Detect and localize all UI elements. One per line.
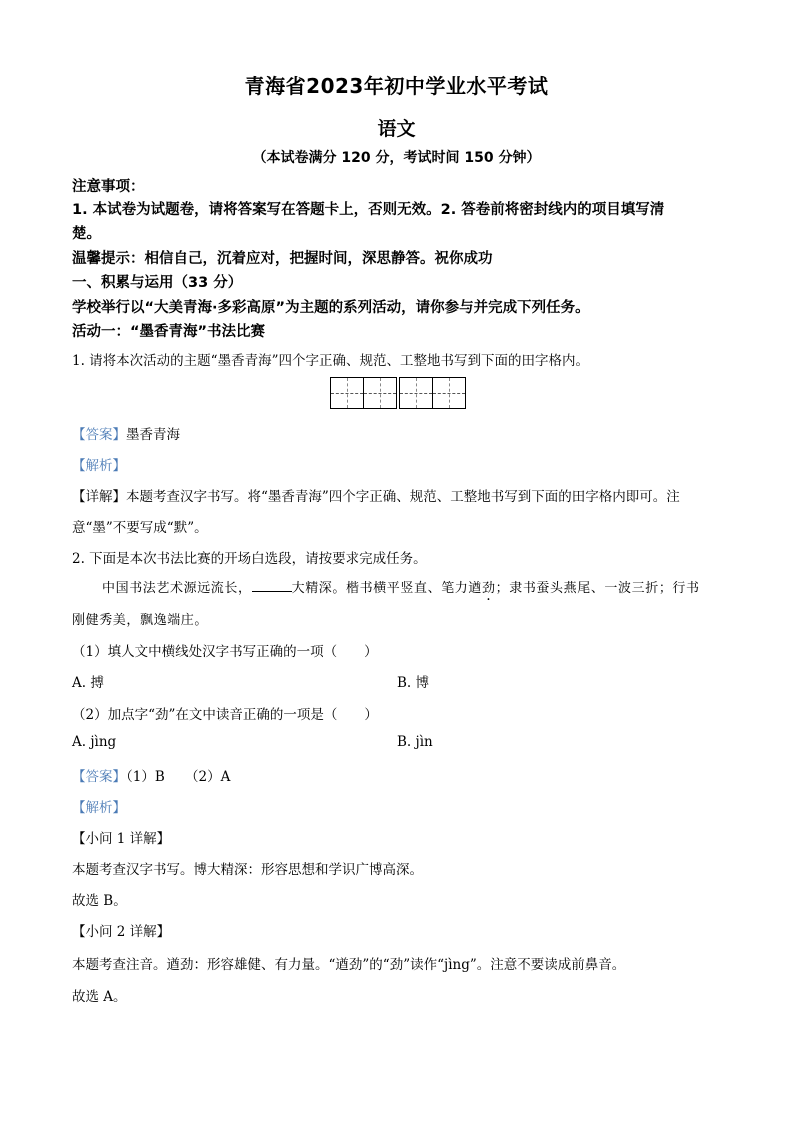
q2-analysis-label: 【解析】 — [72, 800, 126, 816]
q2-answer — [72, 765, 230, 785]
sub2-choice: 故选 A。 — [72, 989, 127, 1005]
grid-pair — [399, 377, 466, 409]
q1-detail-line-2: 意“墨”不要写成“默”。 — [72, 520, 208, 536]
grid-cell — [363, 378, 396, 408]
notice-heading: 注意事项： — [72, 179, 145, 195]
section-heading: 一、积累与运用（33 分） — [72, 275, 243, 291]
subject-title: 语文 — [377, 118, 416, 140]
question-1: 1. 请将本次活动的主题“墨香青海”四个字正确、规范、工整地书写到下面的田字格内。 — [72, 353, 589, 369]
sub1-option-b: B. 博 — [397, 675, 430, 691]
sub1-choice: 故选 B。 — [72, 893, 127, 909]
notice-line-1: 1. 本试卷为试题卷，请将答案写在答题卡上，否则无效。2. 答卷前将密封线内的项目填写清 — [72, 202, 665, 218]
q1-detail-line-1 — [72, 485, 680, 505]
sub2-detail-label: 【小问 2 详解】 — [72, 924, 171, 940]
sub2-option-b: B. jìn — [397, 734, 433, 750]
grid-cell — [331, 378, 363, 408]
sub2-option-a: A. jìng — [72, 734, 117, 750]
exam-title: 青海省2023年初中学业水平考试 — [244, 74, 549, 98]
answer-label: 【答案】 — [72, 769, 126, 785]
sub1-option-a: A. 搏 — [72, 675, 104, 691]
detail-label: 【详解】 — [72, 489, 126, 505]
tianzige-grid — [330, 377, 466, 409]
activity-heading: 活动一：“墨香青海”书法比赛 — [72, 324, 266, 340]
answer-label: 【答案】 — [72, 427, 126, 443]
sub-question-1: （1）填人文中横线处汉字书写正确的一项（ ） — [72, 644, 378, 660]
passage-text: ；隶书蚕头燕尾、一波三折；行书 — [495, 581, 700, 596]
answer-text: 墨香青海 — [126, 427, 180, 443]
grid-cell — [432, 378, 465, 408]
detail-text: 本题考查汉字书写。将“墨香青海”四个字正确、规范、工整地书写到下面的田字格内即可。注 — [126, 489, 680, 505]
passage-line-2: 刚健秀美，飘逸端庄。 — [72, 613, 209, 628]
grid-cell — [400, 378, 432, 408]
grid-pair — [330, 377, 397, 409]
passage-line-1 — [102, 577, 700, 596]
passage-text: 大精深。楷书横平竖直、笔力遒 — [291, 581, 483, 596]
exam-info: （本试卷满分 120 分，考试时间 150 分钟） — [252, 150, 541, 166]
section-intro: 学校举行以“大美青海·多彩高原”为主题的系列活动，请你参与并完成下列任务。 — [72, 300, 590, 316]
passage-text: 中国书法艺术源远流长， — [102, 581, 252, 596]
sub1-detail-label: 【小问 1 详解】 — [72, 831, 171, 847]
sub2-detail: 本题考查注音。遒劲：形容雄健、有力量。“遒劲”的“劲”读作“jìng”。注意不要读成前鼻音。 — [72, 957, 626, 973]
sub1-detail: 本题考查汉字书写。博大精深：形容思想和学识广博高深。 — [72, 862, 423, 878]
question-2: 2. 下面是本次书法比赛的开场白选段，请按要求完成任务。 — [72, 551, 427, 567]
warm-tip: 温馨提示：相信自己，沉着应对，把握时间，深思静答。祝你成功 — [72, 251, 493, 267]
dotted-char: 劲 — [482, 581, 496, 596]
sub-question-2: （2）加点字“劲”在文中读音正确的一项是（ ） — [72, 707, 378, 723]
notice-line-2: 楚。 — [72, 226, 101, 242]
q1-answer — [72, 423, 180, 443]
fill-blank — [252, 579, 292, 592]
q1-analysis-label: 【解析】 — [72, 458, 126, 474]
answer-text: （1）B （2）A — [126, 769, 231, 785]
